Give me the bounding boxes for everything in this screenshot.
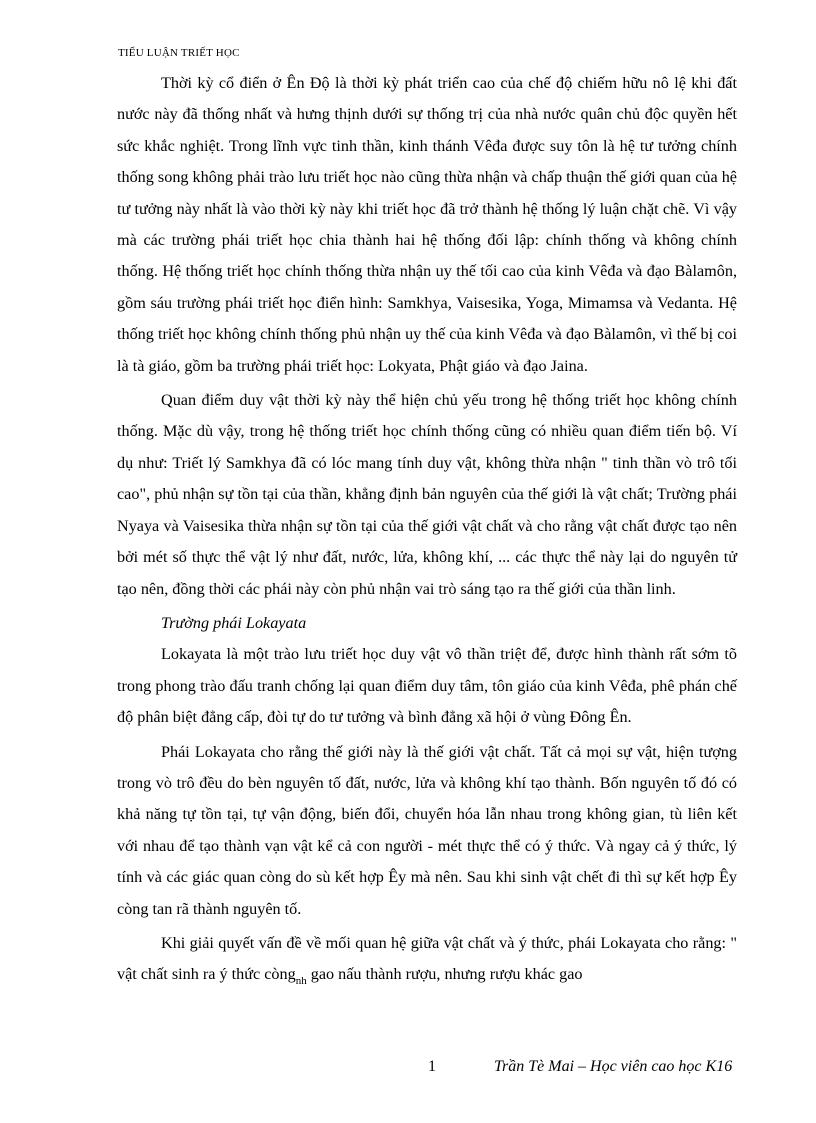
paragraph-tail: gao nấu thành rượu, nhưng rượu khác gao [310, 965, 583, 984]
paragraph-materialist-views: Quan điểm duy vật thời kỳ này thể hiện chủ yếu trong hệ thống triết học không chính thống. Mặc dù vậy, trong hệ thống triết học chính thống cũng có nhiều quan điểm tiến bộ. Ví dụ như: Triết lý Samkhya đã có lóc mang tính duy vật, không thừa nhận " tinh thần vò trô tối cao", phủ nhận sự tồn tại của thần, khẳng định bản nguyên của thế giới là vật chất; Trường phái Nyaya và Vaisesika thừa nhận sự tồn tại của thế giới vật chất và cho rằng vật chất được tạo nên bởi mét số thực thể vật lý như đất, nước, lửa, không khí, ... các thực thể này lại do nguyên tử tạo nên, đồng thời các phái này còn phủ nhận vai trò sáng tạo ra thế giới của thần linh. [117, 391, 737, 598]
footer-author: Trần Tè Mai – Học viên cao học K16 [494, 1058, 733, 1075]
paragraph-matter-consciousness [117, 928, 737, 998]
subscript-fragment: nh [295, 975, 307, 988]
paragraph-lokayata-elements: Phái Lokayata cho rằng thế giới này là thế giới vật chất. Tất cả mọi sự vật, hiện tượng trong vò trô đều do bèn nguyên tố đất, nước, lửa và không khí tạo thành. Bốn nguyên tố đó có khả năng tự tồn tại, tự vận động, biến đổi, chuyển hóa lẫn nhau trong không gian, tù liên kết với nhau để tạo thành vạn vật kể cả con người - mét thực thể có ý thức. Và ngay cả ý thức, lý tính và các giác quan còng do sù kết hợp Êy mà nên. Sau khi sinh vật chết đi thì sự kết hợp Êy còng tan rã thành nguyên tố. [117, 742, 737, 918]
paragraph-classical-period: Thời kỳ cổ điển ở Ên Độ là thời kỳ phát triển cao của chế độ chiếm hữu nô lệ khi đất nước này đã thống nhất và hưng thịnh dưới sự thống trị của nhà nước quân chủ độc quyền hết sức khắc nghiệt. Trong lĩnh vực tinh thần, kinh thánh Vêđa được suy tôn là hệ tư tưởng chính thống song không phải trào lưu triết học nào cũng thừa nhận và chấp thuận thế giới quan của hệ tư tưởng này nhất là vào thời kỳ này khi triết học đã trở thành hệ thống lý luận chặt chẽ. Vì vậy mà các trường phái triết học chia thành hai hệ thống đối lập: chính thống và không chính thống. Hệ thống triết học chính thống thừa nhận uy thế tối cao của kinh Vêđa và đạo Bàlamôn, gồm sáu trường phái triết học điển hình: Samkhya, Vaisesika, Yoga, Mimamsa và Vedanta. Hệ thống triết học không chính thống phủ nhận uy thế của kinh Vêđa và đạo Bàlamôn, vì thế bị coi là tà giáo, gồm ba trường phái triết học: Lokyata, Phật giáo và đạo Jaina. [117, 74, 737, 375]
paragraph-text: Khi giải quyết vấn đề về mối quan hệ giữa vật chất và ý thức, phái Lokayata cho rằng: " vật chất sinh ra ý thức còng [117, 933, 737, 984]
section-title: Trường phái Lokayata [161, 613, 307, 632]
body-text [117, 68, 737, 1001]
paragraph-lokayata-intro: Lokayata là một trào lưu triết học duy vật vô thần triệt để, được hình thành rất sớm tõ trong phong trào đấu tranh chống lại quan điểm duy tâm, tôn giáo của kinh Vêđa, phê phán chế độ phân biệt đẳng cấp, đòi tự do tư tưởng và bình đẳng xã hội ở vùng Đông Ên. [117, 645, 737, 727]
running-header: TIỂU LUẬN TRIẾT HỌC [118, 47, 240, 59]
page-number: 1 [428, 1058, 436, 1075]
